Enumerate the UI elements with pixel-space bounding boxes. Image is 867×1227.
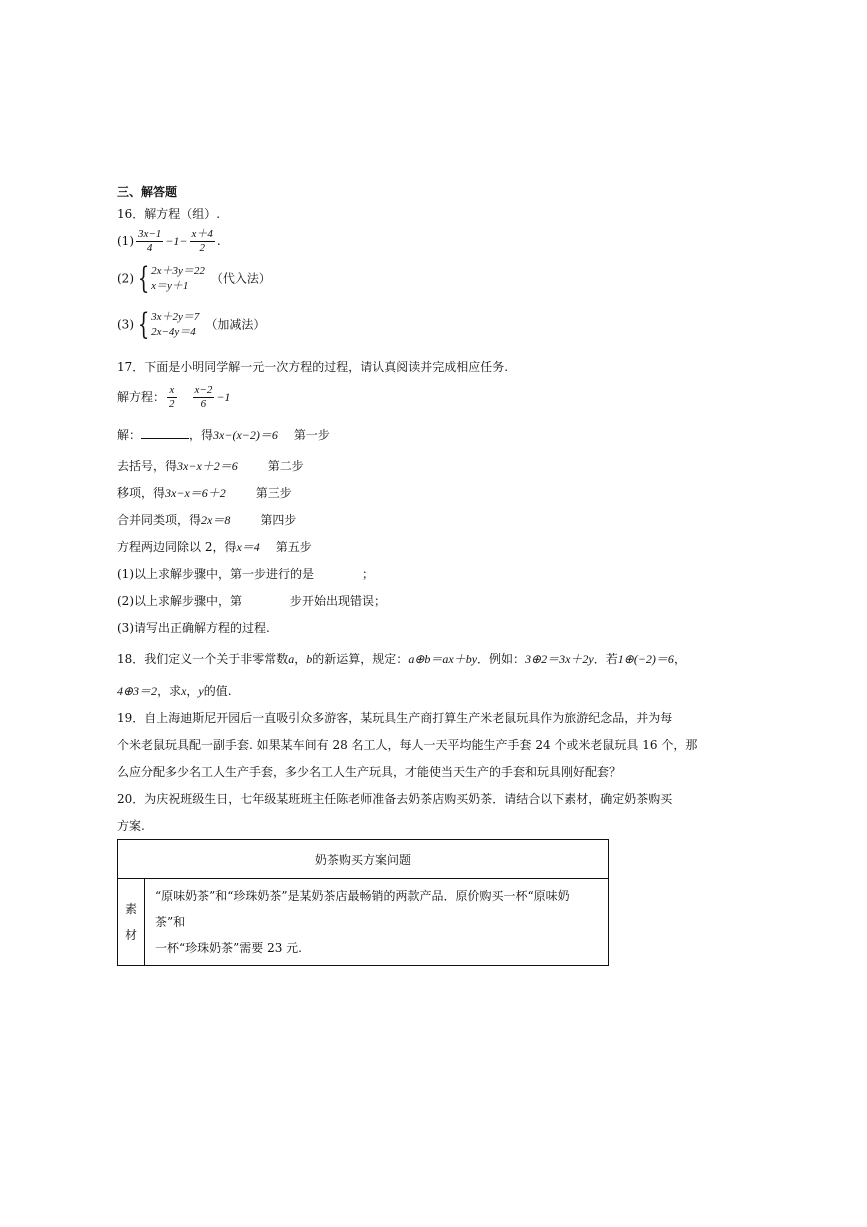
materials-table	[117, 839, 609, 966]
q16-title: 16．解方程（组）.	[117, 207, 221, 221]
fraction-rhs: $\frac{x+4}{2}$	[191, 228, 213, 254]
q17-equation: 解方程： $\frac{x}{2}$ $\frac{x-2}{6}$ −1	[117, 384, 231, 410]
q17-step2: 去括号，得3x−x＋2＝6 第二步	[117, 459, 304, 473]
q20-line1: 20．为庆祝班级生日，七年级某班班主任陈老师准备去奶茶店购买奶茶．请结合以下素材，确定奶茶购买	[117, 792, 673, 806]
q19-line2: 个米老鼠玩具配一副手套. 如果某车间有 28 名工人，每人一天平均能生产手套 24 个或米老鼠玩具 16 个，那	[117, 738, 698, 752]
table-label: 素 材	[118, 879, 145, 966]
q16-part1: (1) $\frac{3x-1}{4}$ −1− $\frac{x+4}{2}$ .	[117, 228, 221, 254]
q18-line2: 4⊕3＝2，求x，y的值.	[117, 684, 232, 698]
q16-part3: (3) { 3x＋2y＝7 2x−4y＝4 （加减法）	[117, 307, 266, 342]
q17-task1: (1)以上求解步骤中，第一步进行的是 ；	[117, 567, 375, 581]
table-title: 奶茶购买方案问题	[118, 840, 609, 879]
answer-blank[interactable]	[141, 426, 189, 439]
q17-step4: 合并同类项，得2x＝8 第四步	[117, 513, 297, 527]
q17-task3: (3)请写出正确解方程的过程.	[117, 621, 270, 635]
q17-step5: 方程两边同除以 2，得x＝4 第五步	[117, 540, 312, 554]
q17-step1: 解： ，得3x−(x−2)＝6 第一步	[117, 428, 330, 442]
q16-part2: (2) { 2x＋3y＝22 x＝y＋1 （代入法）	[117, 261, 271, 296]
table-body: “原味奶茶”和“珍珠奶茶”是某奶茶店最畅销的两款产品．原价购买一杯“原味奶茶”和 一杯“珍珠奶茶”需要 23 元.	[145, 879, 609, 966]
q17-step3: 移项，得3x−x＝6＋2 第三步	[117, 486, 292, 500]
q19-line1: 19．自上海迪斯尼开园后一直吸引众多游客，某玩具生产商打算生产米老鼠玩具作为旅游纪念品，并为每	[117, 711, 673, 725]
section-heading: 三、解答题	[117, 185, 178, 199]
q17-title: 17．下面是小明同学解一元一次方程的过程，请认真阅读并完成相应任务.	[117, 360, 509, 374]
q20-line2: 方案.	[117, 819, 145, 833]
q18-line1: 18．我们定义一个关于非零常数a，b的新运算，规定：a⊕b＝ax＋by．例如：3⊕2＝3x＋2y．若1⊕(−2)＝6，	[117, 652, 686, 666]
q17-task2: (2)以上求解步骤中，第 步开始出现错误；	[117, 594, 387, 608]
equation-system-2: { 2x＋3y＝22 x＝y＋1	[137, 261, 205, 296]
q19-line3: 么应分配多少名工人生产手套，多少名工人生产玩具，才能使当天生产的手套和玩具刚好配套？	[117, 765, 622, 779]
fraction-lhs: $\frac{3x-1}{4}$	[138, 228, 162, 254]
equation-system-3: { 3x＋2y＝7 2x−4y＝4	[137, 307, 200, 342]
